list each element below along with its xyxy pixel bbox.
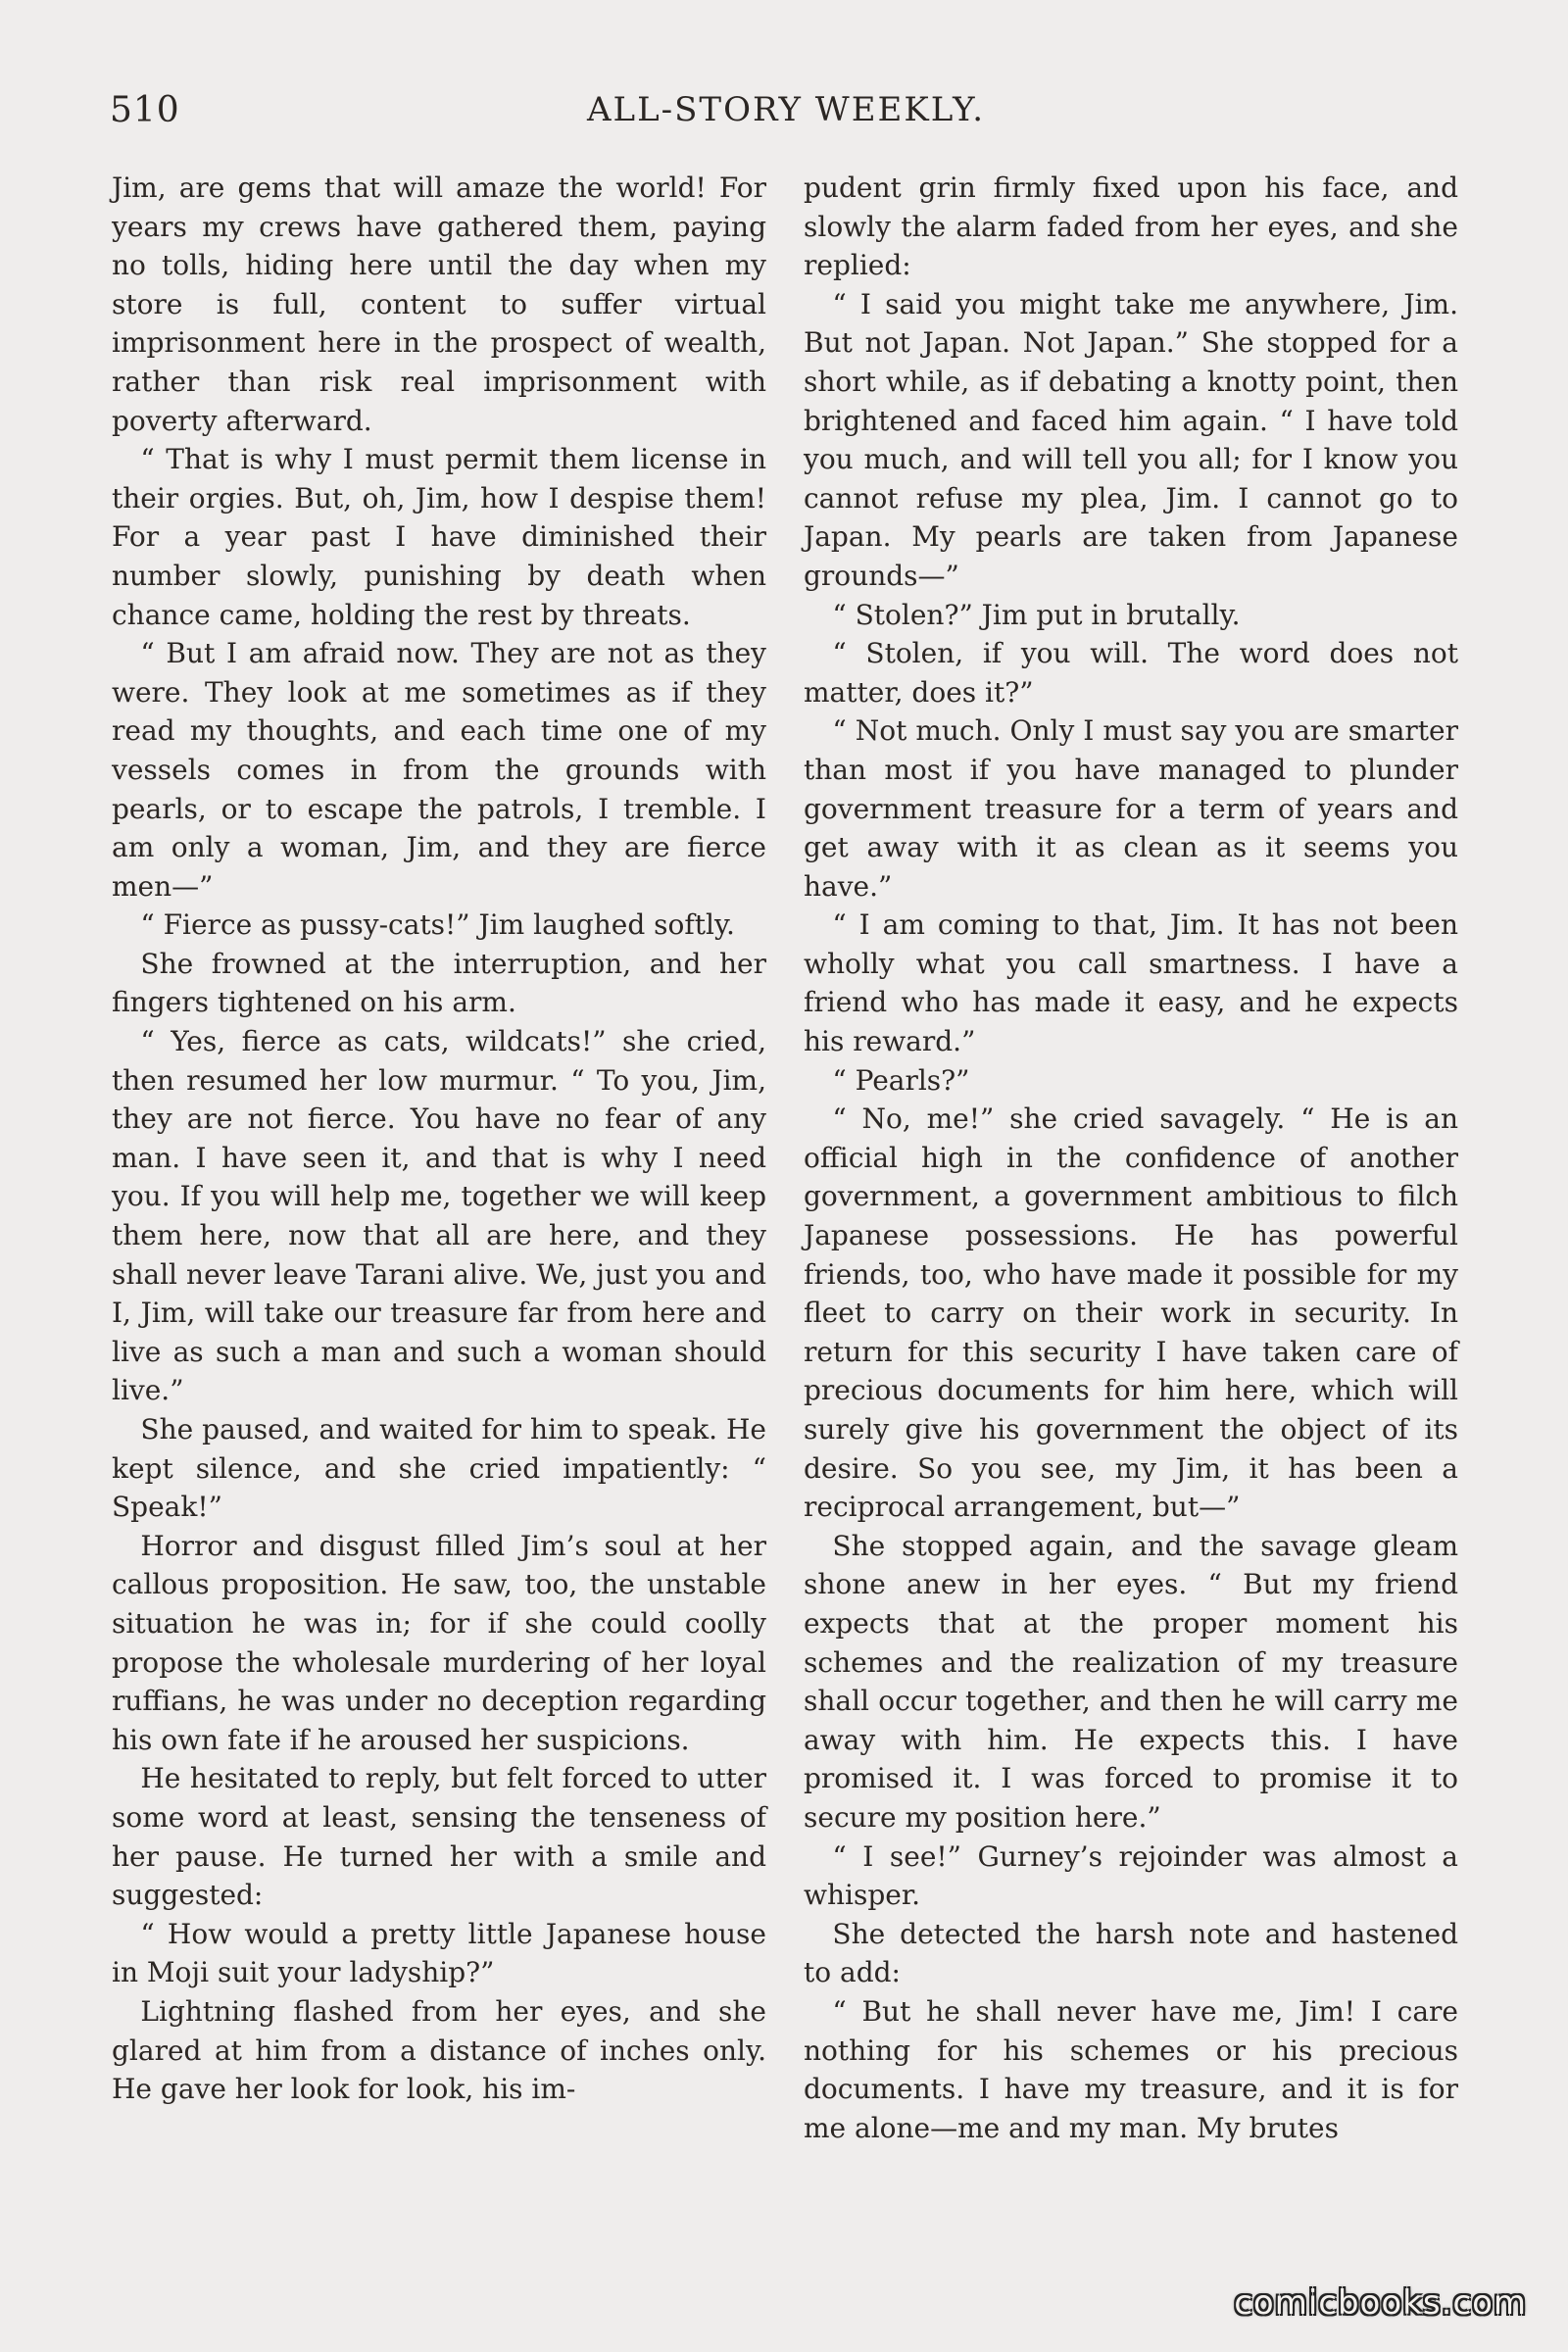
paragraph: “ I am coming to that, Jim. It has not been wholly what you call smartness. I have a friend who has made it easy, and he expects his reward.” [804,908,1458,1058]
paragraph: “ I see!” Gurney’s rejoinder was almost a whisper. [804,1839,1458,1912]
page-number: 510 [110,90,180,130]
paragraph: “ That is why I must permit them license in their orgies. But, oh, Jim, how I despise them! For a year past I have diminished their number slowly, punishing by death when chance came, holding the rest by threats. [112,443,766,631]
left-column [112,169,766,2109]
right-column [804,169,1458,2147]
paragraph: She paused, and waited for him to speak. He kept silence, and she cried impatiently: “ Speak!” [112,1413,766,1524]
paragraph: “ But he shall never have me, Jim! I care nothing for his schemes or his precious documents. I have my treasure, and it is for me alone—me and my man. My brutes [804,1994,1458,2144]
paragraph: She frowned at the interruption, and her fingers tightened on his arm. [112,947,766,1019]
paragraph: “ But I am afraid now. They are not as they were. They look at me sometimes as if they read my thoughts, and each time one of my vessels comes in from the grounds with pearls, or to escape the patrols, I tremble. I am only a woman, Jim, and they are fierce men—” [112,637,766,903]
paragraph: pudent grin firmly fixed upon his face, and slowly the alarm faded from her eyes, and she replied: [804,172,1458,282]
paragraph: “ I said you might take me anywhere, Jim. But not Japan. Not Japan.” She stopped for a short while, as if debating a knotty point, then brightened and faced him again. “ I have told you much, and will tell you all; for I know you cannot refuse my plea, Jim. I cannot go to Japan. My pearls are taken from Japanese grounds—” [804,287,1458,592]
paragraph: “ No, me!” she cried savagely. “ He is an official high in the confidence of another government, a government ambitious to filch Japanese possessions. He has powerful friends, too, who have made it possible for my fleet to carry on their work in security. In return for this security I have taken care of precious documents for him here, which will surely give his government the object of its desire. So you see, my Jim, it has been a reciprocal arrangement, but—” [804,1102,1458,1524]
paragraph: She stopped again, and the savage gleam shone anew in her eyes. “ But my friend expects that at the proper moment his schemes and the realization of my treasure shall occur together, and then he will carry me away with him. He expects this. I have promised it. I was forced to promise it to secure my position here.” [804,1529,1458,1834]
paragraph: She detected the harsh note and hastened to add: [804,1917,1458,1989]
paragraph: “ Pearls?” [832,1063,970,1097]
watermark: comicbooks.com [1234,2283,1527,2323]
paragraph: “ Not much. Only I must say you are smarter than most if you have managed to plunder government treasure for a term of years and get away with it as clean as it seems you have.” [804,714,1458,903]
paragraph: “ How would a pretty little Japanese house in Moji suit your ladyship?” [112,1917,766,1989]
page-header [110,90,1462,145]
paragraph: “ Stolen, if you will. The word does not matter, does it?” [804,637,1458,709]
paragraph: “ Stolen?” Jim put in brutally. [832,598,1241,631]
paragraph: “ Fierce as pussy-cats!” Jim laughed softly. [140,908,735,942]
paragraph: Horror and disgust filled Jim’s soul at her callous proposition. He saw, too, the unstable situation he was in; for if she could coolly propose the wholesale murdering of her loyal ruffians, he was under no deception regarding his own fate if he aroused her suspicions. [112,1529,766,1756]
paragraph: “ Yes, fierce as cats, wildcats!” she cried, then resumed her low murmur. “ To you, Jim, they are not fierce. You have no fear of any man. I have seen it, and that is why I need you. If you will help me, together we will keep them here, now that all are here, and they shall never leave Tarani alive. We, just you and I, Jim, will take our treasure far from here and live as such a man and such a woman should live.” [112,1025,766,1407]
paragraph: He hesitated to reply, but felt forced to utter some word at least, sensing the tenseness of her pause. He turned her with a smile and suggested: [112,1762,766,1912]
running-title: ALL-STORY WEEKLY. [586,90,986,129]
paragraph: Jim, are gems that will amaze the world! For years my crews have gathered them, paying no tolls, hiding here until the day when my store is full, content to suffer virtual imprisonment here in the prospect of wealth, rather than risk real imprisonment with poverty afterward. [112,172,766,437]
paragraph: Lightning flashed from her eyes, and she glared at him from a distance of inches only. He gave her look for look, his im- [112,1994,766,2106]
